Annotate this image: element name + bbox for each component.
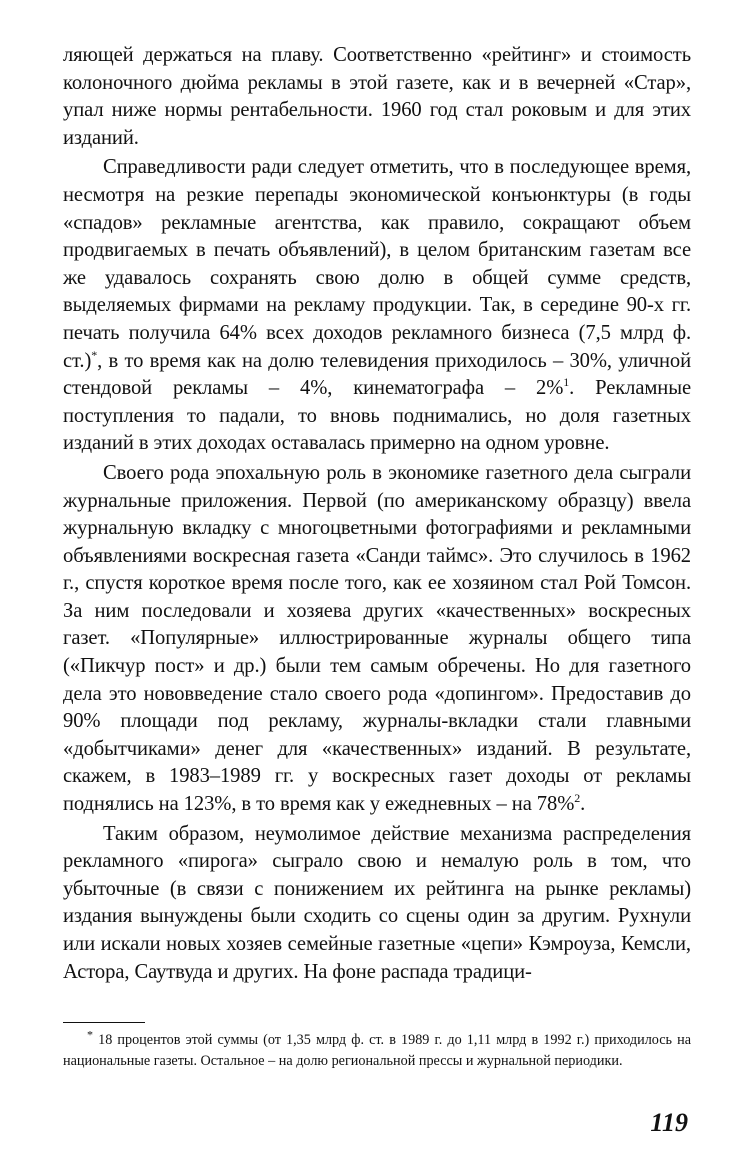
paragraph-3-text-a: Своего рода эпохальную роль в экономике газетного дела сыграли журнальные приложения. Первой (по американскому образцу) ввела журнальную вкладку с многоцветными фотографиями и рекламными объявлениями воскресная газета «Санди таймс». Это случилось в 1962 г., спустя короткое время после того, как ее хозяином стал Рой Томсон. За ним последовали и хозяева других «качественных» воскресных газет. «Популярные» иллюстрированные журналы общего типа («Пикчур пост» и др.) были тем самым обречены. Но для газетного дела это нововведение стало своего рода «допингом». Предоставив до 90% площади под рекламу, журналы-вкладки стали главными «добытчиками» денег для «качественных» изданий. В результате, скажем, в 1983–1989 гг. у воскресных газет доходы от рекламы поднялись на 123%, в то время как у ежедневных – на 78%: [63, 461, 691, 816]
footnote-divider: [63, 1022, 145, 1023]
paragraph-4: [63, 821, 691, 987]
paragraph-3-text-b: .: [580, 793, 586, 816]
paragraph-2: [63, 154, 691, 458]
paragraph-2-text-c: . Рекламные поступления то падали, то вновь поднимались, но доля газетных изданий в этих доходах оставалась примерно на одном уровне.: [63, 377, 691, 455]
footnote-marker-asterisk: *: [91, 347, 98, 362]
paragraph-1-text: ляющей держаться на плаву. Соответственно «рейтинг» и стоимость колоночного дюйма рекламы в этой газете, как и в вечерней «Стар», упал ниже нормы рентабельности. 1960 год стал роковым и для этих изданий.: [63, 44, 691, 149]
paragraph-4-text: Таким образом, неумолимое действие механизма распределения рекламного «пирога» сыграло свою и немалую роль в том, что убыточные (в связи с понижением их рейтинга на рынке рекламы) издания вынуждены были сходить со сцены один за другим. Рухнули или искали новых хозяев семейные газетные «цепи» Кэмроуза, Кемсли, Астора, Саутвуда и других. На фоне распада традици-: [63, 822, 691, 983]
paragraph-2-text-a: Справедливости ради следует отметить, что в последующее время, несмотря на резкие перепады экономической конъюнктуры (в годы «спадов» рекламные агентства, как правило, сокращают объем продвигаемых в печать объявлений), в целом британским газетам все же удавалось сохранять свою долю в общей сумме средств, выделяемых фирмами на рекламу продукции. Так, в середине 90-х гг. печать получила 64% всех доходов рекламного бизнеса (7,5 млрд ф. ст.): [63, 156, 691, 372]
paragraph-3: [63, 460, 691, 819]
footnote-marker: *: [87, 1027, 93, 1042]
paragraph-1: [63, 42, 691, 152]
page-number: 119: [650, 1108, 688, 1137]
footnote-text: 18 процентов этой суммы (от 1,35 млрд ф. ст. в 1989 г. до 1,11 млрд в 1992 г.) приходилось на национальные газеты. Остальное – на долю региональной прессы и журнальной периодики.: [63, 1032, 691, 1069]
page-body: [63, 42, 691, 986]
footnote: [63, 1027, 691, 1072]
reference-marker-1: 1: [563, 375, 570, 390]
reference-marker-2: 2: [574, 791, 581, 806]
paragraph-2-text-b: , в то время как на долю телевидения приходилось – 30%, уличной стендовой рекламы – 4%, кинематографа – 2%: [63, 349, 691, 400]
